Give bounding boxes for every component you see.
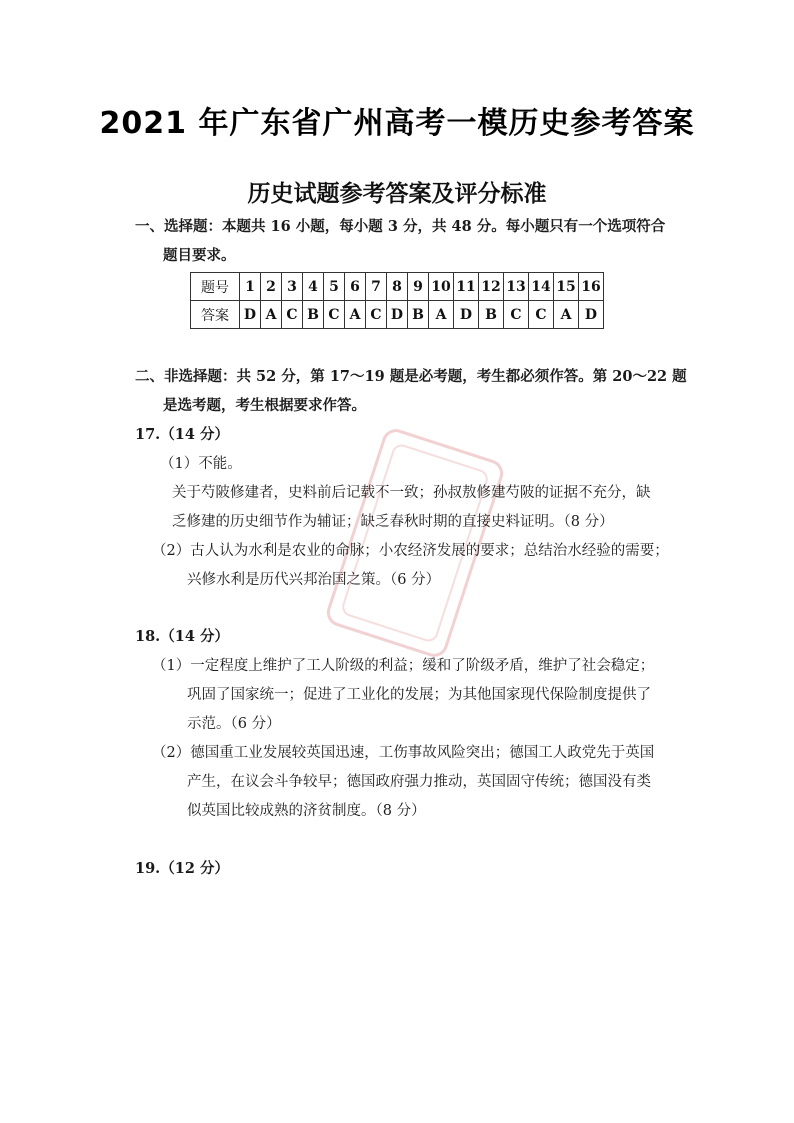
- table-cell-answer: B: [303, 301, 324, 329]
- table-cell-number: 14: [529, 273, 554, 301]
- table-cell-answer: B: [408, 301, 429, 329]
- section1-instruction-line1: 一、选择题：本题共 16 小题，每小题 3 分，共 48 分。每小题只有一个选项符合: [135, 218, 666, 235]
- question-19-header: 19.（12 分）: [135, 860, 229, 877]
- q18-part2-line3: 似英国比较成熟的济贫制度。（8 分）: [187, 803, 426, 819]
- table-cell-answer: C: [366, 301, 387, 329]
- question-18-header: 18.（14 分）: [135, 628, 229, 645]
- document-subtitle: 历史试题参考答案及评分标准: [247, 180, 547, 207]
- table-cell-answer: B: [479, 301, 504, 329]
- table-cell-number: 9: [408, 273, 429, 301]
- table-cell-answer: A: [554, 301, 579, 329]
- table-cell-answer: D: [579, 301, 604, 329]
- table-row-numbers: [191, 273, 604, 301]
- q17-part2-line1: （2）古人认为水利是农业的命脉；小农经济发展的要求；总结治水经验的需要；: [152, 543, 669, 559]
- q18-part1-line3: 示范。（6 分）: [187, 716, 281, 732]
- q18-part1-line2: 巩固了国家统一；促进了工业化的发展；为其他国家现代保险制度提供了: [187, 687, 651, 703]
- table-cell-number: 2: [261, 273, 282, 301]
- q18-part2-line1: （2）德国重工业发展较英国迅速，工伤事故风险突出；德国工人政党先于英国: [152, 745, 655, 761]
- section2-instruction-line1: 二、非选择题：共 52 分，第 17～19 题是必考题，考生都必须作答。第 20～22 题: [135, 368, 687, 385]
- table-cell-answer: A: [261, 301, 282, 329]
- section2-instruction-line2: 是选考题，考生根据要求作答。: [163, 397, 366, 414]
- table-header-answer: 答案: [191, 301, 240, 329]
- table-cell-number: 8: [387, 273, 408, 301]
- table-cell-answer: D: [240, 301, 261, 329]
- table-cell-answer: C: [504, 301, 529, 329]
- q17-part2-line2: 兴修水利是历代兴邦治国之策。（6 分）: [187, 572, 441, 588]
- table-cell-answer: D: [387, 301, 408, 329]
- answer-table: [190, 272, 604, 329]
- table-cell-number: 4: [303, 273, 324, 301]
- table-cell-number: 3: [282, 273, 303, 301]
- q17-part1-line2: 乏修建的历史细节作为辅证；缺乏春秋时期的直接史料证明。（8 分）: [172, 514, 614, 530]
- table-cell-answer: A: [345, 301, 366, 329]
- q17-part1-line1: 关于芍陂修建者，史料前后记载不一致；孙叔敖修建芍陂的证据不充分，缺: [172, 485, 651, 501]
- table-cell-number: 16: [579, 273, 604, 301]
- table-cell-number: 15: [554, 273, 579, 301]
- table-cell-answer: D: [454, 301, 479, 329]
- q17-part1-heading: （1）不能。: [160, 456, 242, 472]
- table-cell-number: 13: [504, 273, 529, 301]
- section1-instruction-line2: 题目要求。: [163, 247, 236, 264]
- question-17-header: 17.（14 分）: [135, 426, 229, 443]
- table-cell-number: 7: [366, 273, 387, 301]
- table-cell-number: 10: [429, 273, 454, 301]
- q18-part2-line2: 产生，在议会斗争较早；德国政府强力推动，英国固守传统；德国没有类: [187, 774, 651, 790]
- table-cell-answer: C: [282, 301, 303, 329]
- table-row-answers: [191, 301, 604, 329]
- table-cell-answer: C: [529, 301, 554, 329]
- table-cell-number: 5: [324, 273, 345, 301]
- table-cell-answer: C: [324, 301, 345, 329]
- table-cell-number: 11: [454, 273, 479, 301]
- table-cell-number: 1: [240, 273, 261, 301]
- page-title: 2021 年广东省广州高考一模历史参考答案: [99, 106, 695, 141]
- table-cell-number: 12: [479, 273, 504, 301]
- table-header-number: 题号: [191, 273, 240, 301]
- table-cell-number: 6: [345, 273, 366, 301]
- table-cell-answer: A: [429, 301, 454, 329]
- q18-part1-line1: （1）一定程度上维护了工人阶级的利益；缓和了阶级矛盾，维护了社会稳定；: [152, 658, 655, 674]
